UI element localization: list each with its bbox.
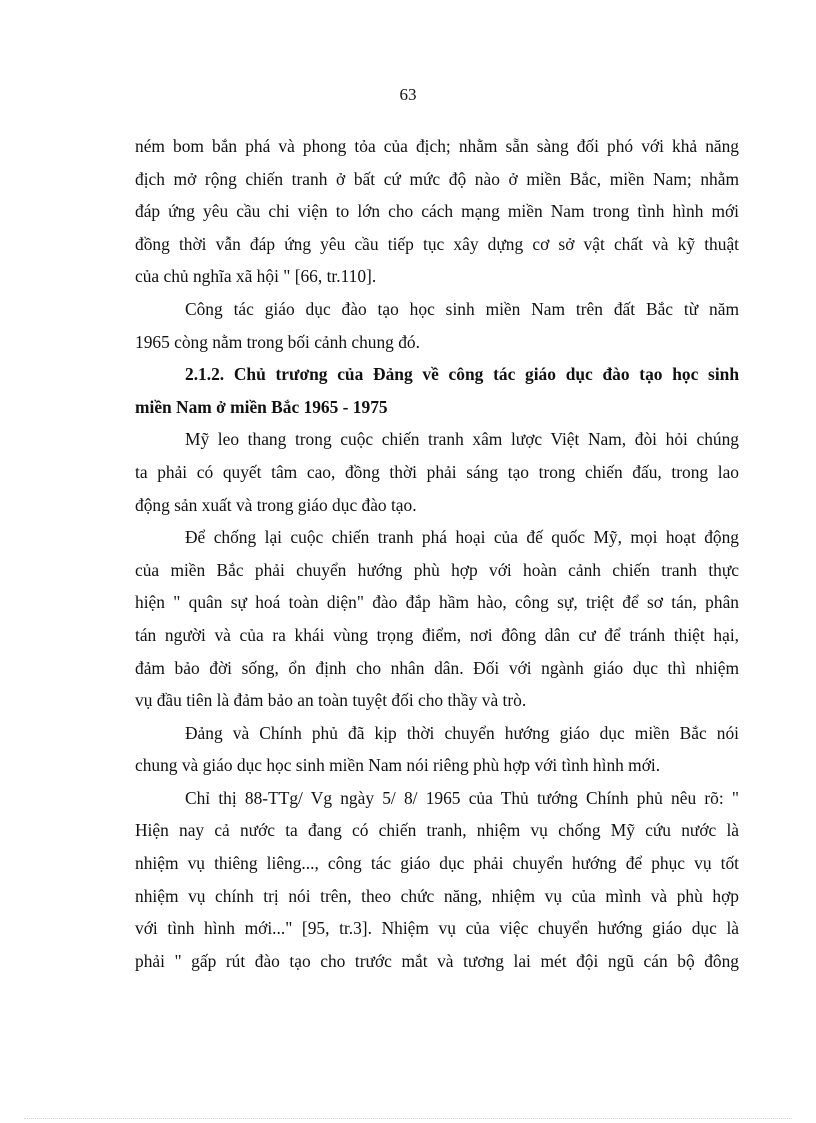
section-heading [135,358,739,423]
text-line: Hiện nay cả nước ta đang có chiến tranh, nhiệm vụ chống Mỹ cứu nước là [135,820,739,841]
text-line: ta phải có quyết tâm cao, đồng thời phải sáng tạo trong chiến đấu, trong lao [135,461,739,482]
text-line: địch mở rộng chiến tranh ở bất cứ mức độ nào ở miền Bắc, miền Nam; nhằm [135,168,739,189]
heading-line: 2.1.2. Chủ trương của Đảng về công tác giáo dục đào tạo học sinh [185,364,739,385]
text-line: với tình hình mới..." [95, tr.3]. Nhiệm vụ của việc chuyển hướng giáo dục là [135,918,739,939]
paragraph-directive [135,782,739,978]
page-bottom-divider [24,1118,792,1119]
text-line: đáp ứng yêu cầu chi viện to lớn cho cách mạng miền Nam trong tình hình mới [135,201,739,222]
heading-line: miền Nam ở miền Bắc 1965 - 1975 [135,396,388,417]
text-line: nhiệm vụ thiêng liêng..., công tác giáo dục phải chuyển hướng để phục vụ tốt [135,853,739,874]
paragraph-war-response [135,521,739,717]
text-line: đồng thời vẫn đáp ứng yêu cầu tiếp tục xây dựng cơ sở vật chất và kỹ thuật [135,233,739,254]
text-line: Để chống lại cuộc chiến tranh phá hoại của đế quốc Mỹ, mọi hoạt động [185,527,739,548]
page-body [135,130,739,977]
paragraph-escalation [135,423,739,521]
text-line: chung và giáo dục học sinh miền Nam nói riêng phù hợp với tình hình mới. [135,755,661,776]
text-line: hiện " quân sự hoá toàn diện" đào đắp hầm hào, công sự, triệt để sơ tán, phân [135,592,739,613]
text-line: phải " gấp rút đào tạo cho trước mắt và tương lai mét đội ngũ cán bộ đông [135,950,739,971]
text-line: đảm bảo đời sống, ổn định cho nhân dân. Đối với ngành giáo dục thì nhiệm [135,657,739,678]
text-line: vụ đầu tiên là đảm bảo an toàn tuyệt đối cho thầy và trò. [135,690,527,711]
page-number: 63 [399,85,417,104]
text-line: Công tác giáo dục đào tạo học sinh miền Nam trên đất Bắc từ năm [185,298,739,319]
text-line: Mỹ leo thang trong cuộc chiến tranh xâm lược Việt Nam, đòi hỏi chúng [185,429,739,450]
text-line: của chủ nghĩa xã hội " [66, tr.110]. [135,266,377,287]
text-line: Đảng và Chính phủ đã kịp thời chuyển hướng giáo dục miền Bắc nói [185,722,739,743]
paragraph-quote-continuation [135,130,739,293]
paragraph-government [135,717,739,782]
text-line: động sản xuất và trong giáo dục đào tạo. [135,494,417,515]
text-line: nhiệm vụ chính trị nói trên, theo chức năng, nhiệm vụ của mình và phù hợp [135,885,739,906]
text-line: ném bom bắn phá và phong tỏa của địch; nhằm sẵn sàng đối phó với khả năng [135,136,739,156]
text-line: Chỉ thị 88-TTg/ Vg ngày 5/ 8/ 1965 của Thủ tướng Chính phủ nêu rõ: " [185,787,739,808]
paragraph-context [135,293,739,358]
text-line: 1965 còng nằm trong bối cảnh chung đó. [135,331,420,352]
text-line: tán người và của ra khái vùng trọng điểm, nơi đông dân cư để tránh thiệt hại, [135,624,739,645]
text-line: của miền Bắc phải chuyển hướng phù hợp với hoàn cảnh chiến tranh thực [135,559,739,580]
